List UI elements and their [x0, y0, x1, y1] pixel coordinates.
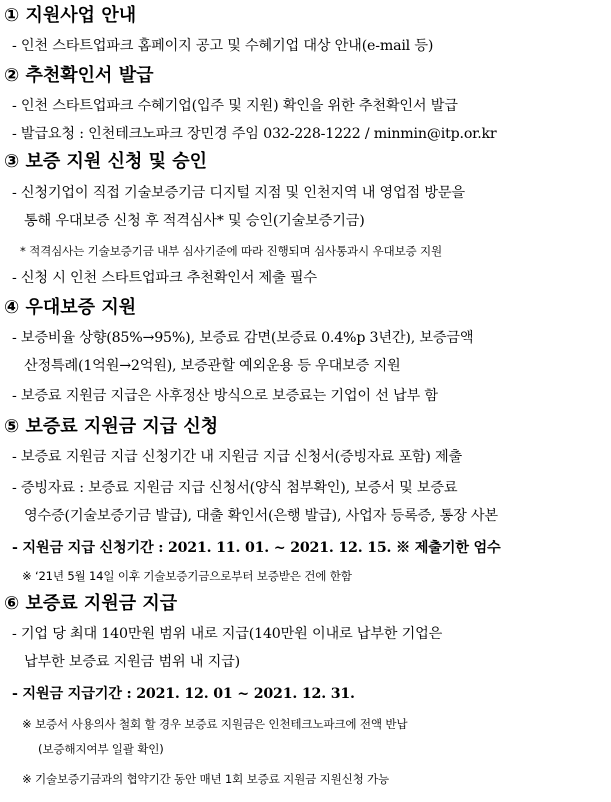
- section-3-line-1: - 신청기업이 직접 기술보증기금 디지털 지점 및 인천지역 내 영업점 방문을: [12, 185, 465, 201]
- section-5-note: ※ ‘21년 5월 14일 이후 기술보증기금으로부터 보증받은 건에 한함: [22, 569, 352, 583]
- section-6-note-2: ※ 기술보증기금과의 협약기간 동안 매년 1회 보증료 지원금 지원신청 가능: [22, 772, 390, 786]
- section-6-note-1-cont: (보증해지여부 일괄 확인): [38, 742, 164, 756]
- section-5-line-2: - 증빙자료 : 보증료 지원금 지급 신청서(양식 첨부확인), 보증서 및 보증료: [12, 480, 458, 496]
- section-2-line-2: - 발급요청 : 인천테크노파크 장민경 주임 032-228-1222 / minmin@itp.or.kr: [12, 126, 497, 142]
- section-6-note-1: ※ 보증서 사용의사 철회 할 경우 보증료 지원금은 인천테크노파크에 전액 반납: [22, 717, 408, 731]
- section-3-line-3: - 신청 시 인천 스타트업파크 추천확인서 제출 필수: [12, 270, 317, 286]
- section-5-line-3: 영수증(기술보증기금 발급), 대출 확인서(은행 발급), 사업자 등록증, 통장 사본: [24, 508, 498, 524]
- section-6-line-1: - 기업 당 최대 140만원 범위 내로 지급(140만원 이내로 납부한 기업은: [12, 626, 443, 642]
- section-3-line-2: 통해 우대보증 신청 후 적격심사* 및 승인(기술보증기금): [24, 213, 365, 229]
- section-6-title: ⑥ 보증료 지원금 지급: [4, 593, 178, 614]
- section-1-line-1: - 인천 스타트업파크 홈페이지 공고 및 수혜기업 대상 안내(e-mail 등): [12, 38, 434, 54]
- section-6-line-2: 납부한 보증료 지원금 범위 내 지급): [24, 654, 240, 670]
- section-4-line-1: - 보증비율 상향(85%→95%), 보증료 감면(보증료 0.4%p 3년간), 보증금액: [12, 330, 474, 346]
- section-3-note: * 적격심사는 기술보증기금 내부 심사기준에 따라 진행되며 심사통과시 우대보증 지원: [20, 244, 442, 258]
- section-4-title: ④ 우대보증 지원: [4, 297, 137, 318]
- section-6-period: - 지원금 지급기간 : 2021. 12. 01 ~ 2021. 12. 31.: [12, 686, 355, 702]
- section-2-title: ② 추천확인서 발급: [4, 65, 154, 86]
- section-4-line-2: 산정특례(1억원→2억원), 보증관할 예외운용 등 우대보증 지원: [24, 358, 401, 374]
- section-2-line-1: - 인천 스타트업파크 수혜기업(입주 및 지원) 확인을 위한 추천확인서 발급: [12, 98, 458, 114]
- section-5-title: ⑤ 보증료 지원금 지급 신청: [4, 416, 219, 437]
- section-1-title: ① 지원사업 안내: [4, 5, 137, 26]
- section-3-title: ③ 보증 지원 신청 및 승인: [4, 151, 208, 172]
- section-5-line-1: - 보증료 지원금 지급 신청기간 내 지원금 지급 신청서(증빙자료 포함) 제출: [12, 449, 463, 465]
- section-5-deadline: - 지원금 지급 신청기간 : 2021. 11. 01. ~ 2021. 12. 15. ※ 제출기한 엄수: [12, 540, 501, 556]
- section-4-line-3: - 보증료 지원금 지급은 사후정산 방식으로 보증료는 기업이 선 납부 함: [12, 388, 438, 404]
